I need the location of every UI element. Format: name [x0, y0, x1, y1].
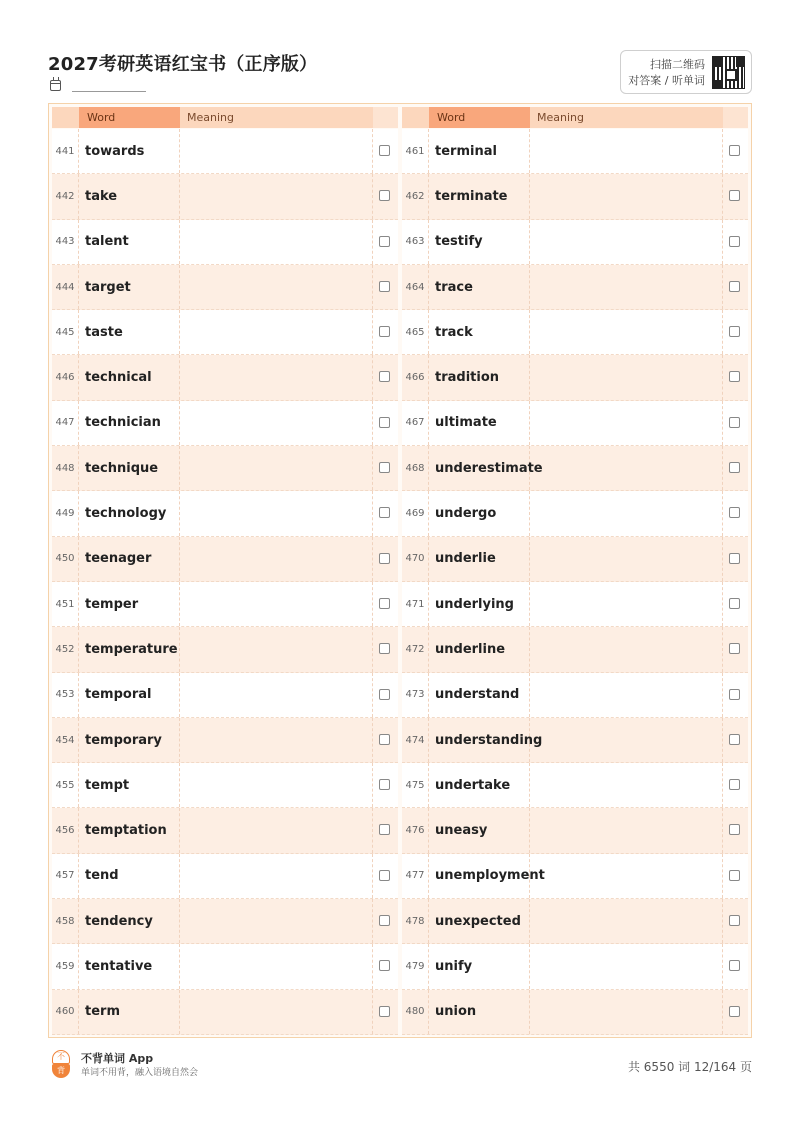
- word-number: 448: [52, 446, 79, 490]
- meaning-blank[interactable]: [180, 990, 373, 1034]
- word-number: 471: [402, 582, 429, 626]
- meaning-blank[interactable]: [180, 265, 373, 309]
- header-check-cell: [723, 107, 748, 128]
- meaning-blank[interactable]: [180, 174, 373, 218]
- checkbox[interactable]: [729, 824, 740, 835]
- checkbox[interactable]: [729, 371, 740, 382]
- checkbox[interactable]: [379, 779, 390, 790]
- meaning-blank[interactable]: [530, 718, 723, 762]
- table-row: [402, 491, 748, 536]
- table-row: [52, 673, 398, 718]
- table-row: [402, 310, 748, 355]
- checkbox[interactable]: [729, 689, 740, 700]
- word-number: 447: [52, 401, 79, 445]
- word-number: 478: [402, 899, 429, 943]
- word-text: temporal: [79, 673, 180, 717]
- table-row: [402, 990, 748, 1035]
- checkbox[interactable]: [379, 326, 390, 337]
- word-text: temperature: [79, 627, 180, 671]
- word-text: underlie: [429, 537, 530, 581]
- checkbox[interactable]: [729, 190, 740, 201]
- header-meaning: Meaning: [180, 107, 373, 128]
- word-number: 445: [52, 310, 79, 354]
- checkbox[interactable]: [379, 598, 390, 609]
- checkbox[interactable]: [729, 643, 740, 654]
- word-number: 453: [52, 673, 79, 717]
- page-footer: [48, 1048, 752, 1082]
- table-row: [402, 763, 748, 808]
- meaning-blank[interactable]: [180, 627, 373, 671]
- checkbox[interactable]: [379, 190, 390, 201]
- checkbox[interactable]: [729, 417, 740, 428]
- meaning-blank[interactable]: [530, 129, 723, 173]
- word-text: trace: [429, 265, 530, 309]
- word-text: track: [429, 310, 530, 354]
- word-number: 469: [402, 491, 429, 535]
- word-text: tentative: [79, 944, 180, 988]
- word-number: 452: [52, 627, 79, 671]
- checkbox[interactable]: [379, 281, 390, 292]
- word-text: technician: [79, 401, 180, 445]
- table-row: [402, 808, 748, 853]
- meaning-blank[interactable]: [180, 491, 373, 535]
- word-number: 463: [402, 220, 429, 264]
- checkbox[interactable]: [729, 507, 740, 518]
- table-row: [52, 355, 398, 400]
- qr-caption-line-2: 对答案 / 听单词: [628, 74, 705, 87]
- word-number: 451: [52, 582, 79, 626]
- word-text: terminal: [429, 129, 530, 173]
- checkbox[interactable]: [379, 145, 390, 156]
- table-row: [402, 582, 748, 627]
- table-row: [402, 220, 748, 265]
- table-row: [52, 944, 398, 989]
- word-number: 450: [52, 537, 79, 581]
- word-text: towards: [79, 129, 180, 173]
- word-text: understand: [429, 673, 530, 717]
- qr-caption-line-1: 扫描二维码: [650, 58, 705, 71]
- table-header: [402, 107, 748, 128]
- meaning-blank[interactable]: [180, 310, 373, 354]
- meaning-blank[interactable]: [180, 355, 373, 399]
- meaning-blank[interactable]: [530, 491, 723, 535]
- table-row: [402, 718, 748, 763]
- word-text: undergo: [429, 491, 530, 535]
- table-row: [402, 899, 748, 944]
- meaning-blank[interactable]: [530, 944, 723, 988]
- table-row: [52, 265, 398, 310]
- word-text: tradition: [429, 355, 530, 399]
- word-text: taste: [79, 310, 180, 354]
- header-check-cell: [373, 107, 398, 128]
- logo-top: 不: [52, 1050, 70, 1064]
- word-text: talent: [79, 220, 180, 264]
- word-number: 462: [402, 174, 429, 218]
- checkbox[interactable]: [379, 507, 390, 518]
- table-row: [52, 537, 398, 582]
- meaning-blank[interactable]: [180, 808, 373, 852]
- word-sheet: [48, 103, 752, 1038]
- header-number-cell: [402, 107, 429, 128]
- table-row: [402, 673, 748, 718]
- table-row: [402, 854, 748, 899]
- page-header: [48, 50, 752, 96]
- meaning-blank[interactable]: [530, 174, 723, 218]
- checkbox[interactable]: [729, 462, 740, 473]
- table-header: [52, 107, 398, 128]
- word-number: 446: [52, 355, 79, 399]
- word-number: 473: [402, 673, 429, 717]
- word-number: 476: [402, 808, 429, 852]
- meaning-blank[interactable]: [180, 763, 373, 807]
- word-text: underline: [429, 627, 530, 671]
- word-number: 456: [52, 808, 79, 852]
- meaning-blank[interactable]: [180, 854, 373, 898]
- word-text: tempt: [79, 763, 180, 807]
- word-number: 464: [402, 265, 429, 309]
- checkbox[interactable]: [379, 960, 390, 971]
- table-row: [52, 718, 398, 763]
- meaning-blank[interactable]: [530, 808, 723, 852]
- table-row: [52, 808, 398, 853]
- word-text: terminate: [429, 174, 530, 218]
- header-word: Word: [79, 107, 180, 128]
- checkbox[interactable]: [729, 870, 740, 881]
- word-number: 443: [52, 220, 79, 264]
- meaning-blank[interactable]: [530, 854, 723, 898]
- word-number: 477: [402, 854, 429, 898]
- meaning-blank[interactable]: [530, 355, 723, 399]
- calendar-icon: [50, 80, 61, 91]
- meaning-blank[interactable]: [530, 401, 723, 445]
- checkbox[interactable]: [379, 553, 390, 564]
- checkbox[interactable]: [379, 236, 390, 247]
- checkbox[interactable]: [379, 643, 390, 654]
- word-text: technology: [79, 491, 180, 535]
- word-number: 449: [52, 491, 79, 535]
- checkbox[interactable]: [729, 1006, 740, 1017]
- word-number: 442: [52, 174, 79, 218]
- word-text: underlying: [429, 582, 530, 626]
- word-text: teenager: [79, 537, 180, 581]
- checkbox[interactable]: [729, 960, 740, 971]
- word-text: temptation: [79, 808, 180, 852]
- word-column-left: [52, 107, 398, 1035]
- table-row: [402, 265, 748, 310]
- meaning-blank[interactable]: [180, 582, 373, 626]
- meaning-blank[interactable]: [530, 582, 723, 626]
- meaning-blank[interactable]: [530, 990, 723, 1034]
- word-number: 465: [402, 310, 429, 354]
- meaning-blank[interactable]: [180, 537, 373, 581]
- word-text: ultimate: [429, 401, 530, 445]
- word-text: testify: [429, 220, 530, 264]
- table-row: [52, 582, 398, 627]
- header-word: Word: [429, 107, 530, 128]
- meaning-blank[interactable]: [180, 899, 373, 943]
- table-row: [52, 899, 398, 944]
- word-text: technical: [79, 355, 180, 399]
- meaning-blank[interactable]: [180, 673, 373, 717]
- checkbox[interactable]: [379, 371, 390, 382]
- table-row: [402, 129, 748, 174]
- word-number: 455: [52, 763, 79, 807]
- word-number: 470: [402, 537, 429, 581]
- table-row: [52, 627, 398, 672]
- checkbox[interactable]: [379, 915, 390, 926]
- word-text: tend: [79, 854, 180, 898]
- header-number-cell: [52, 107, 79, 128]
- word-text: tendency: [79, 899, 180, 943]
- meaning-blank[interactable]: [180, 220, 373, 264]
- meaning-blank[interactable]: [530, 899, 723, 943]
- word-text: temper: [79, 582, 180, 626]
- meaning-blank[interactable]: [180, 718, 373, 762]
- checkbox[interactable]: [729, 915, 740, 926]
- meaning-blank[interactable]: [530, 310, 723, 354]
- meaning-blank[interactable]: [180, 944, 373, 988]
- date-field[interactable]: [50, 80, 146, 94]
- word-number: 468: [402, 446, 429, 490]
- word-text: understanding: [429, 718, 530, 762]
- word-text: uneasy: [429, 808, 530, 852]
- checkbox[interactable]: [729, 236, 740, 247]
- word-number: 457: [52, 854, 79, 898]
- word-number: 441: [52, 129, 79, 173]
- table-row: [52, 220, 398, 265]
- word-number: 472: [402, 627, 429, 671]
- word-text: underestimate: [429, 446, 530, 490]
- checkbox[interactable]: [729, 779, 740, 790]
- meaning-blank[interactable]: [530, 446, 723, 490]
- table-row: [52, 129, 398, 174]
- meaning-blank[interactable]: [530, 220, 723, 264]
- word-number: 459: [52, 944, 79, 988]
- word-text: take: [79, 174, 180, 218]
- table-row: [402, 401, 748, 446]
- table-row: [402, 627, 748, 672]
- checkbox[interactable]: [379, 734, 390, 745]
- word-rows-left: [52, 129, 398, 1035]
- qr-code-panel[interactable]: [620, 50, 752, 94]
- checkbox[interactable]: [379, 1006, 390, 1017]
- meaning-blank[interactable]: [530, 265, 723, 309]
- meaning-blank[interactable]: [530, 673, 723, 717]
- meaning-blank[interactable]: [180, 401, 373, 445]
- checkbox[interactable]: [379, 824, 390, 835]
- word-number: 466: [402, 355, 429, 399]
- table-row: [402, 944, 748, 989]
- table-row: [402, 537, 748, 582]
- app-name: 不背单词 App: [81, 1052, 154, 1065]
- meaning-blank[interactable]: [530, 537, 723, 581]
- word-text: undertake: [429, 763, 530, 807]
- table-row: [402, 446, 748, 491]
- table-row: [52, 401, 398, 446]
- word-number: 461: [402, 129, 429, 173]
- word-text: unemployment: [429, 854, 530, 898]
- table-row: [52, 854, 398, 899]
- qr-caption: [628, 57, 705, 89]
- checkbox[interactable]: [729, 281, 740, 292]
- table-row: [52, 310, 398, 355]
- word-text: temporary: [79, 718, 180, 762]
- meaning-blank[interactable]: [530, 627, 723, 671]
- checkbox[interactable]: [729, 734, 740, 745]
- table-row: [52, 491, 398, 536]
- word-text: technique: [79, 446, 180, 490]
- word-number: 475: [402, 763, 429, 807]
- checkbox[interactable]: [379, 417, 390, 428]
- logo-bottom: 背: [52, 1064, 70, 1078]
- qr-code-icon[interactable]: [712, 56, 745, 89]
- checkbox[interactable]: [379, 462, 390, 473]
- table-row: [402, 355, 748, 400]
- word-number: 444: [52, 265, 79, 309]
- word-number: 454: [52, 718, 79, 762]
- word-rows-right: [402, 129, 748, 1035]
- word-column-right: [402, 107, 748, 1035]
- meaning-blank[interactable]: [180, 446, 373, 490]
- word-number: 467: [402, 401, 429, 445]
- checkbox[interactable]: [379, 870, 390, 881]
- table-row: [402, 174, 748, 219]
- table-row: [52, 990, 398, 1035]
- word-text: union: [429, 990, 530, 1034]
- meaning-blank[interactable]: [530, 763, 723, 807]
- word-number: 480: [402, 990, 429, 1034]
- page-title: 2027考研英语红宝书（正序版）: [48, 54, 318, 75]
- meaning-blank[interactable]: [180, 129, 373, 173]
- word-text: unify: [429, 944, 530, 988]
- page-count: 共 6550 词 12/164 页: [627, 1060, 752, 1074]
- table-row: [52, 174, 398, 219]
- checkbox[interactable]: [729, 145, 740, 156]
- header-meaning: Meaning: [530, 107, 723, 128]
- checkbox[interactable]: [729, 598, 740, 609]
- word-number: 460: [52, 990, 79, 1034]
- table-row: [52, 763, 398, 808]
- checkbox[interactable]: [379, 689, 390, 700]
- word-number: 474: [402, 718, 429, 762]
- word-number: 458: [52, 899, 79, 943]
- word-text: term: [79, 990, 180, 1034]
- app-slogan: 单词不用背，融入语境自然会: [81, 1068, 199, 1078]
- app-logo-icon: [52, 1050, 72, 1078]
- checkbox[interactable]: [729, 553, 740, 564]
- word-number: 479: [402, 944, 429, 988]
- table-row: [52, 446, 398, 491]
- checkbox[interactable]: [729, 326, 740, 337]
- word-text: unexpected: [429, 899, 530, 943]
- word-text: target: [79, 265, 180, 309]
- date-blank-line: [72, 91, 146, 92]
